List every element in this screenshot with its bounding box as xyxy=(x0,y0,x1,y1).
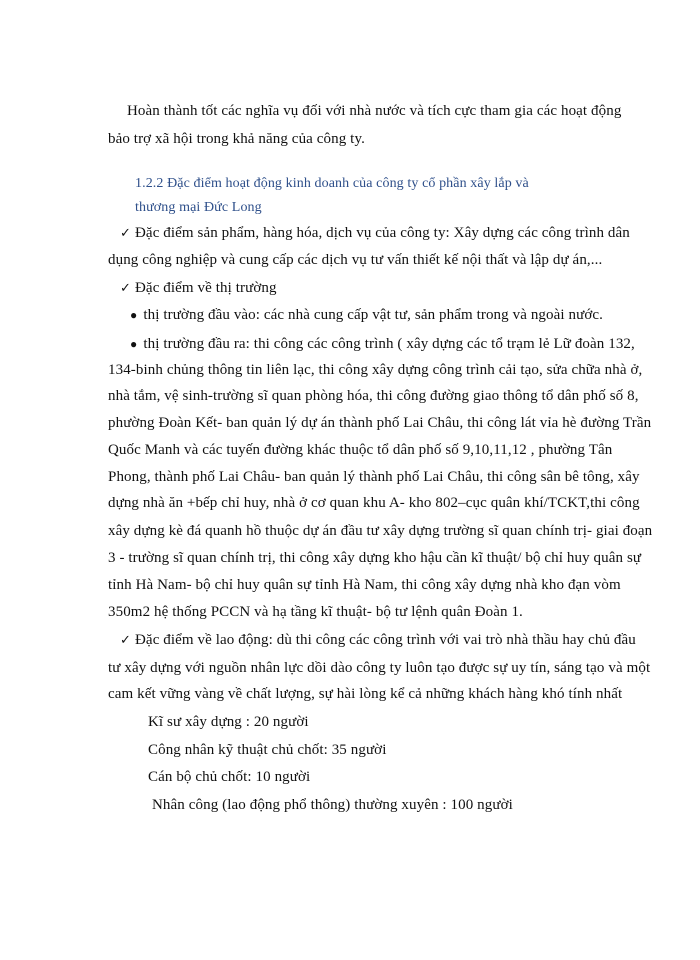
market-output-row xyxy=(130,334,635,354)
market-output-line-2: 134-binh chủng thông tin liên lạc, thi công xây dựng công trình cải tạo, sửa chữa nhà ở, xyxy=(108,362,643,378)
market-title: Đặc điểm về thị trường xyxy=(135,280,277,296)
market-output-line-5: Quốc Manh và các tuyến đường khác thuộc tổ dân phố số 9,10,11,12 , phường Tân xyxy=(108,442,613,458)
labor-line-2: tư xây dựng với nguồn nhân lực dồi dào công ty luôn tạo được sự uy tín, sáng tạo và một xyxy=(108,660,651,676)
market-output-line-9: 3 - trường sĩ quan chính trị, thi công xây dựng kho hậu cần kĩ thuật/ bộ chỉ huy quân sự xyxy=(108,550,642,566)
labor-paragraph xyxy=(120,630,636,651)
staff-technicians: Công nhân kỹ thuật chủ chốt: 35 người xyxy=(148,742,387,758)
market-output-line-10: tỉnh Hà Nam- bộ chỉ huy quân sự tỉnh Hà Nam, thi công xây dựng nhà kho đạn vòm xyxy=(108,577,621,593)
bullet-icon: ● xyxy=(130,308,138,322)
market-output-line-1: thị trường đầu ra: thi công các công trình ( xây dựng các tổ trạm lẻ Lữ đoàn 132, xyxy=(143,336,635,352)
products-line-1: Đặc điểm sản phẩm, hàng hóa, dịch vụ của công ty: Xây dựng các công trình dân xyxy=(135,225,630,241)
products-paragraph xyxy=(120,223,630,244)
market-input: thị trường đầu vào: các nhà cung cấp vật tư, sản phẩm trong và ngoài nước. xyxy=(143,307,603,323)
market-output-line-7: dựng nhà ăn +bếp chỉ huy, nhà ở cơ quan khu A- kho 802–cục quân khí/TCKT,thi công xyxy=(108,495,640,511)
intro-line-2: bảo trợ xã hội trong khả năng của công ty. xyxy=(108,131,365,147)
check-icon: ✓ xyxy=(120,281,131,296)
check-icon: ✓ xyxy=(120,226,131,241)
products-line-2: dụng công nghiệp và cung cấp các dịch vụ tư vấn thiết kế nội thất và lập dự án,... xyxy=(108,252,603,268)
labor-line-1: Đặc điểm về lao động: dù thi công các công trình với vai trò nhà thầu hay chủ đầu xyxy=(135,632,636,648)
staff-engineers: Kĩ sư xây dựng : 20 người xyxy=(148,714,309,730)
check-icon: ✓ xyxy=(120,633,131,648)
bullet-icon: ● xyxy=(130,337,138,351)
intro-line-1: Hoàn thành tốt các nghĩa vụ đối với nhà nước và tích cực tham gia các hoạt động xyxy=(127,103,622,119)
staff-general-workers: Nhân công (lao động phổ thông) thường xuyên : 100 người xyxy=(152,797,513,813)
staff-key-officers: Cán bộ chủ chốt: 10 người xyxy=(148,769,311,785)
market-output-line-4: phường Đoàn Kết- ban quản lý dự án thành phố Lai Châu, thi công lát vỉa hè đường Trần xyxy=(108,415,652,431)
market-title-row xyxy=(120,278,277,299)
market-input-row xyxy=(130,305,603,325)
market-output-line-6: Phong, thành phố Lai Châu- ban quản lý thành phố Lai Châu, thi công sân bê tông, xây xyxy=(108,469,640,485)
labor-line-3: cam kết vững vàng về chất lượng, sự hài lòng kể cả những khách hàng khó tính nhất xyxy=(108,686,623,702)
section-heading-line-1: 1.2.2 Đặc điểm hoạt động kinh doanh của công ty cổ phần xây lắp và xyxy=(135,176,529,191)
market-output-line-3: nhà tắm, vệ sinh-trường sĩ quan phòng hóa, thi công đường giao thông tổ dân phố số 8, xyxy=(108,388,639,404)
market-output-line-11: 350m2 hệ thống PCCN và hạ tầng kĩ thuật- bộ tư lệnh quân Đoàn 1. xyxy=(108,604,523,620)
section-heading-line-2: thương mại Đức Long xyxy=(135,200,262,215)
market-output-line-8: xây dựng kè đá quanh hồ thuộc dự án đầu tư xây dựng trường sĩ quan chính trị- giai đoạn xyxy=(108,523,653,539)
